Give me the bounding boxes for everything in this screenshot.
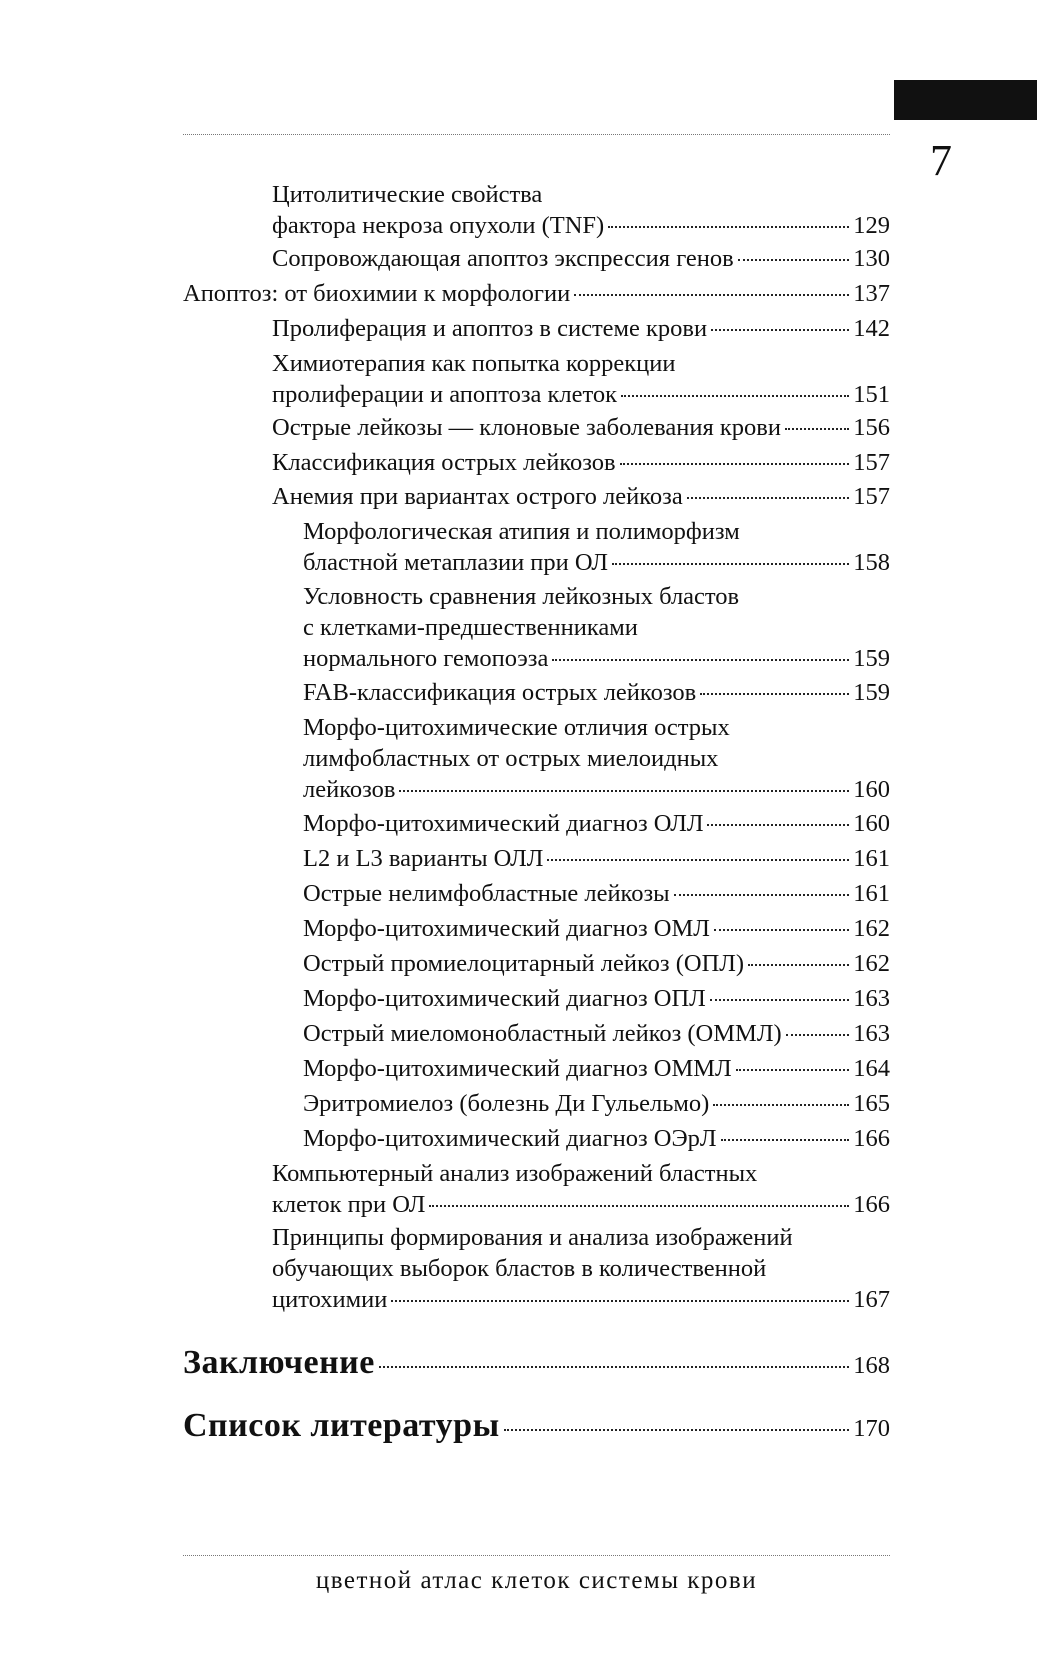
toc-entry-line: фактора некроза опухоли (TNF) bbox=[272, 212, 605, 239]
toc-entry[interactable] bbox=[272, 348, 890, 410]
toc-entry[interactable] bbox=[183, 278, 890, 309]
toc-page-number: 158 bbox=[853, 549, 890, 576]
toc-page-number: 137 bbox=[853, 280, 890, 307]
toc-entry[interactable] bbox=[272, 412, 890, 443]
toc-page-number: 163 bbox=[853, 985, 890, 1012]
dot-leader bbox=[574, 294, 849, 296]
dot-leader bbox=[687, 497, 850, 499]
toc-entry-line: Анемия при вариантах острого лейкоза bbox=[272, 483, 683, 510]
toc-entry[interactable] bbox=[303, 843, 890, 874]
toc-entry[interactable] bbox=[303, 1018, 890, 1049]
toc-page-number: 156 bbox=[853, 414, 890, 441]
toc-page-number: 160 bbox=[853, 810, 890, 837]
dot-leader bbox=[711, 329, 849, 331]
toc-entry-line: Условность сравнения лейкозных бластов bbox=[303, 583, 740, 610]
toc-entry[interactable] bbox=[303, 1053, 890, 1084]
toc-entry-line: Морфо-цитохимический диагноз ОЛЛ bbox=[303, 810, 704, 837]
toc-entry[interactable] bbox=[303, 948, 890, 979]
dot-leader bbox=[700, 693, 849, 695]
toc-page-number: 161 bbox=[853, 880, 890, 907]
dot-leader bbox=[547, 859, 849, 861]
toc-entry-line: Список литературы bbox=[183, 1407, 500, 1444]
dot-leader bbox=[736, 1069, 850, 1071]
toc-entry-line: Классификация острых лейкозов bbox=[272, 449, 616, 476]
toc-entry[interactable] bbox=[303, 913, 890, 944]
toc-entry-line: FAB-классификация острых лейкозов bbox=[303, 679, 697, 706]
toc-page-number: 167 bbox=[853, 1286, 890, 1313]
dot-leader bbox=[674, 894, 850, 896]
toc-entry[interactable] bbox=[272, 1158, 890, 1220]
toc-entry[interactable] bbox=[303, 878, 890, 909]
toc-entry[interactable] bbox=[303, 1088, 890, 1119]
toc-entry-line: лейкозов bbox=[303, 776, 396, 803]
dot-leader bbox=[620, 463, 850, 465]
toc-page-number: 164 bbox=[853, 1055, 890, 1082]
dot-leader bbox=[713, 1104, 849, 1106]
toc-entry-line: цитохимии bbox=[272, 1286, 388, 1313]
toc-entry-line: Острый миеломонобластный лейкоз (ОММЛ) bbox=[303, 1020, 782, 1047]
toc-entry-line: Острые лейкозы — клоновые заболевания крови bbox=[272, 414, 781, 441]
toc-entry-line: Цитолитические свойства bbox=[272, 181, 543, 208]
toc-entry-line: Апоптоз: от биохимии к морфологии bbox=[183, 280, 571, 307]
dot-leader bbox=[785, 428, 849, 430]
running-footer: цветной атлас клеток системы крови bbox=[315, 1567, 758, 1594]
toc-entry[interactable] bbox=[272, 447, 890, 478]
toc-page-number: 162 bbox=[853, 915, 890, 942]
dot-leader bbox=[552, 659, 849, 661]
toc-page-number: 157 bbox=[853, 449, 890, 476]
toc-entry-line: Морфо-цитохимический диагноз ОЭрЛ bbox=[303, 1125, 717, 1152]
toc-entry[interactable] bbox=[272, 313, 890, 344]
dot-leader bbox=[621, 395, 849, 397]
dot-leader bbox=[399, 790, 849, 792]
toc-entry-line: бластной метаплазии при ОЛ bbox=[303, 549, 608, 576]
toc-page-number: 170 bbox=[853, 1415, 890, 1442]
toc-entry-line: Химиотерапия как попытка коррекции bbox=[272, 350, 676, 377]
dot-leader bbox=[714, 929, 849, 931]
toc-entry-line: Пролиферация и апоптоз в системе крови bbox=[272, 315, 708, 342]
toc-entry[interactable] bbox=[303, 808, 890, 839]
toc-page-number: 168 bbox=[853, 1352, 890, 1379]
toc-entry-major[interactable] bbox=[183, 1343, 890, 1386]
toc-page-number: 151 bbox=[853, 381, 890, 408]
toc-entry-line: Компьютерный анализ изображений бластных bbox=[272, 1160, 758, 1187]
toc-entry[interactable] bbox=[303, 983, 890, 1014]
dot-leader bbox=[707, 824, 849, 826]
toc-entry-line: Сопровождающая апоптоз экспрессия генов bbox=[272, 245, 734, 272]
dot-leader bbox=[738, 259, 850, 261]
toc-entry-line: лимфобластных от острых миелоидных bbox=[303, 745, 719, 772]
toc-page-number: 166 bbox=[853, 1125, 890, 1152]
toc-page-number: 162 bbox=[853, 950, 890, 977]
toc-page-number: 157 bbox=[853, 483, 890, 510]
toc-entry[interactable] bbox=[272, 243, 890, 274]
toc-entry[interactable] bbox=[272, 179, 890, 241]
toc-entry-line: Морфологическая атипия и полиморфизм bbox=[303, 518, 740, 545]
toc-page-number: 159 bbox=[853, 645, 890, 672]
toc-entry-line: пролиферации и апоптоза клеток bbox=[272, 381, 618, 408]
dot-leader bbox=[429, 1205, 849, 1207]
toc-entry-line: Морфо-цитохимический диагноз ОМЛ bbox=[303, 915, 710, 942]
toc-entry-line: Принципы формирования и анализа изображений bbox=[272, 1224, 793, 1251]
toc-entry[interactable] bbox=[303, 677, 890, 708]
toc-page-number: 159 bbox=[853, 679, 890, 706]
top-dotted-rule bbox=[183, 134, 890, 135]
toc-entry-line: нормального гемопоэза bbox=[303, 645, 549, 672]
toc-entry-line: Морфо-цитохимические отличия острых bbox=[303, 714, 730, 741]
toc-page-number: 165 bbox=[853, 1090, 890, 1117]
toc-entry[interactable] bbox=[303, 516, 890, 578]
toc-entry-major[interactable] bbox=[183, 1406, 890, 1449]
dot-leader bbox=[748, 964, 849, 966]
toc-entry-line: Эритромиелоз (болезнь Ди Гульельмо) bbox=[303, 1090, 710, 1117]
toc-page-number: 163 bbox=[853, 1020, 890, 1047]
toc-page-number: 166 bbox=[853, 1191, 890, 1218]
bottom-dotted-rule bbox=[183, 1555, 890, 1556]
toc-entry[interactable] bbox=[303, 1123, 890, 1154]
toc-entry-line: с клетками-предшественниками bbox=[303, 614, 638, 641]
toc-entry-line: Морфо-цитохимический диагноз ОММЛ bbox=[303, 1055, 732, 1082]
dot-leader bbox=[612, 563, 849, 565]
toc-entry-line: Заключение bbox=[183, 1344, 375, 1381]
toc-page-number: 160 bbox=[853, 776, 890, 803]
toc-entry-line: обучающих выборок бластов в количественной bbox=[272, 1255, 767, 1282]
toc-entry[interactable] bbox=[303, 712, 890, 805]
toc-entry[interactable] bbox=[303, 581, 890, 674]
dot-leader bbox=[391, 1300, 849, 1302]
dot-leader bbox=[786, 1034, 850, 1036]
dot-leader bbox=[721, 1139, 850, 1141]
chapter-tab-marker bbox=[894, 80, 1037, 120]
toc-entry-line: L2 и L3 варианты ОЛЛ bbox=[303, 845, 544, 872]
dot-leader bbox=[608, 226, 849, 228]
toc-entry-line: клеток при ОЛ bbox=[272, 1191, 426, 1218]
dot-leader bbox=[379, 1366, 849, 1368]
page-number: 7 bbox=[930, 136, 952, 185]
toc-entry-line: Морфо-цитохимический диагноз ОПЛ bbox=[303, 985, 706, 1012]
toc-page-number: 130 bbox=[853, 245, 890, 272]
toc-entry-line: Острые нелимфобластные лейкозы bbox=[303, 880, 670, 907]
toc-entry[interactable] bbox=[272, 1222, 890, 1315]
toc-page-number: 161 bbox=[853, 845, 890, 872]
dot-leader bbox=[504, 1429, 850, 1431]
toc-page-number: 142 bbox=[853, 315, 890, 342]
toc-page-number: 129 bbox=[853, 212, 890, 239]
toc-entry[interactable] bbox=[272, 481, 890, 512]
dot-leader bbox=[710, 999, 849, 1001]
toc-entry-line: Острый промиелоцитарный лейкоз (ОПЛ) bbox=[303, 950, 745, 977]
